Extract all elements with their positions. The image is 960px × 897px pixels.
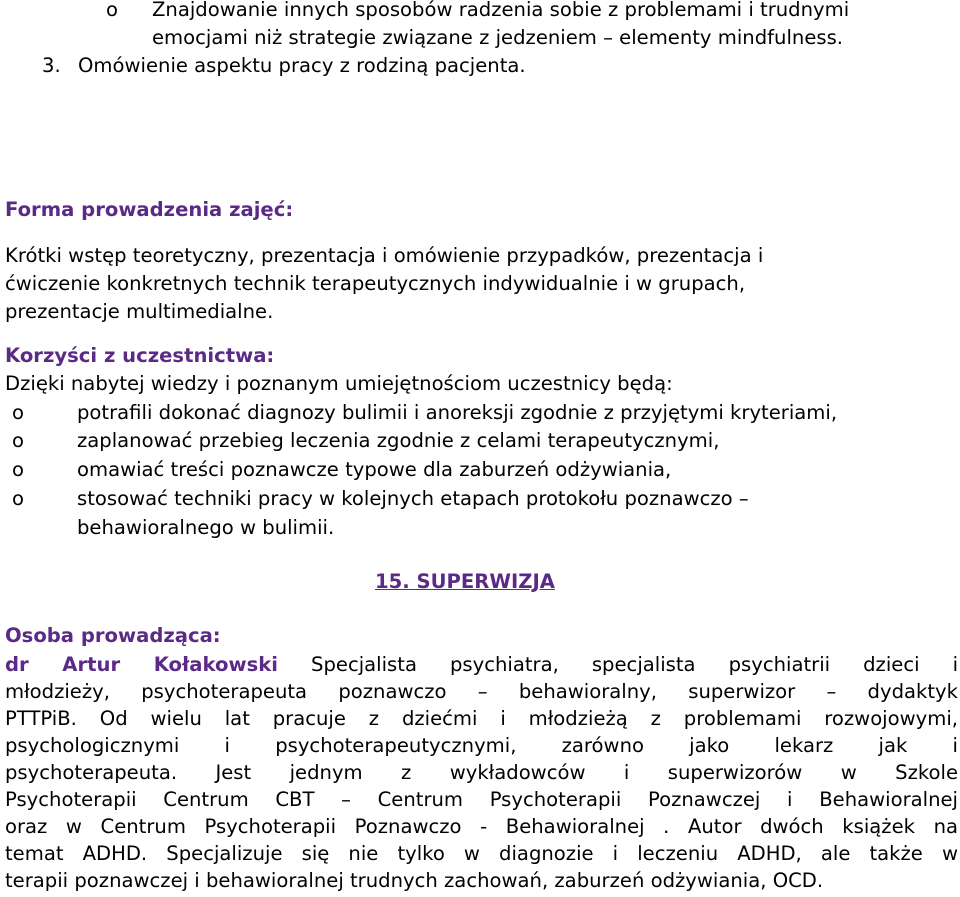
- list-item-text: Omówienie aspektu pracy z rodziną pacjenta.: [78, 54, 526, 77]
- bio-line: młodzieży, psychoterapeuta poznawczo – behawioralny, superwizor – dydaktyk: [5, 680, 958, 703]
- section-heading: Osoba prowadząca:: [5, 624, 221, 647]
- instructor-name: dr Artur Kołakowski: [5, 653, 278, 676]
- list-item: stosować techniki pracy w kolejnych etapach protokołu poznawczo –: [77, 487, 749, 510]
- bullet-o: o: [106, 0, 118, 21]
- bullet-o: o: [12, 429, 24, 452]
- list-item: omawiać treści poznawcze typowe dla zaburzeń odżywiania,: [77, 458, 672, 481]
- bullet-o: o: [12, 458, 24, 481]
- bio-line: psychologicznymi i psychoterapeutycznymi, zarówno jako lekarz jak i: [5, 734, 958, 757]
- section-heading: Forma prowadzenia zajęć:: [5, 198, 294, 221]
- list-item-text: emocjami niż strategie związane z jedzeniem – elementy mindfulness.: [152, 26, 844, 49]
- bio-line: oraz w Centrum Psychoterapii Poznawczo - Behawioralnej . Autor dwóch książek na: [5, 815, 958, 838]
- bio-last-line: terapii poznawczej i behawioralnej trudnych zachowań, zaburzeń odżywiania, OCD.: [5, 869, 824, 892]
- list-item-continuation: behawioralnego w bulimii.: [77, 516, 335, 539]
- bio-line: [5, 651, 958, 678]
- bio-paragraph: [5, 651, 958, 867]
- bio-line: PTTPiB. Od wielu lat pracuje z dziećmi i młodzieżą z problemami rozwojowymi,: [5, 707, 958, 730]
- list-item-text: Znajdowanie innych sposobów radzenia sobie z problemami i trudnymi: [152, 0, 850, 21]
- list-item: zaplanować przebieg leczenia zgodnie z celami terapeutycznymi,: [77, 429, 720, 452]
- section-heading: Korzyści z uczestnictwa:: [5, 344, 275, 367]
- bullet-o: o: [12, 487, 24, 510]
- section-title: 15. SUPERWIZJA: [375, 570, 555, 593]
- bio-line-text: Specjalista psychiatra, specjalista psychiatrii dzieci i: [278, 653, 959, 676]
- paragraph-line: ćwiczenie konkretnych technik terapeutycznych indywidualnie i w grupach,: [5, 272, 746, 295]
- paragraph-line: prezentacje multimedialne.: [5, 300, 274, 323]
- bullet-o: o: [12, 401, 24, 424]
- paragraph-line: Krótki wstęp teoretyczny, prezentacja i omówienie przypadków, prezentacja i: [5, 244, 764, 267]
- paragraph-line: Dzięki nabytej wiedzy i poznanym umiejętnościom uczestnicy będą:: [5, 372, 673, 395]
- bio-line: Psychoterapii Centrum CBT – Centrum Psychoterapii Poznawczej i Behawioralnej: [5, 788, 958, 811]
- bio-line: psychoterapeuta. Jest jednym z wykładowców i superwizorów w Szkole: [5, 761, 958, 784]
- list-item: potrafili dokonać diagnozy bulimii i anoreksji zgodnie z przyjętymi kryteriami,: [77, 401, 838, 424]
- bio-line: temat ADHD. Specjalizuje się nie tylko w diagnozie i leczeniu ADHD, ale także w: [5, 842, 958, 865]
- list-number: 3.: [42, 54, 61, 77]
